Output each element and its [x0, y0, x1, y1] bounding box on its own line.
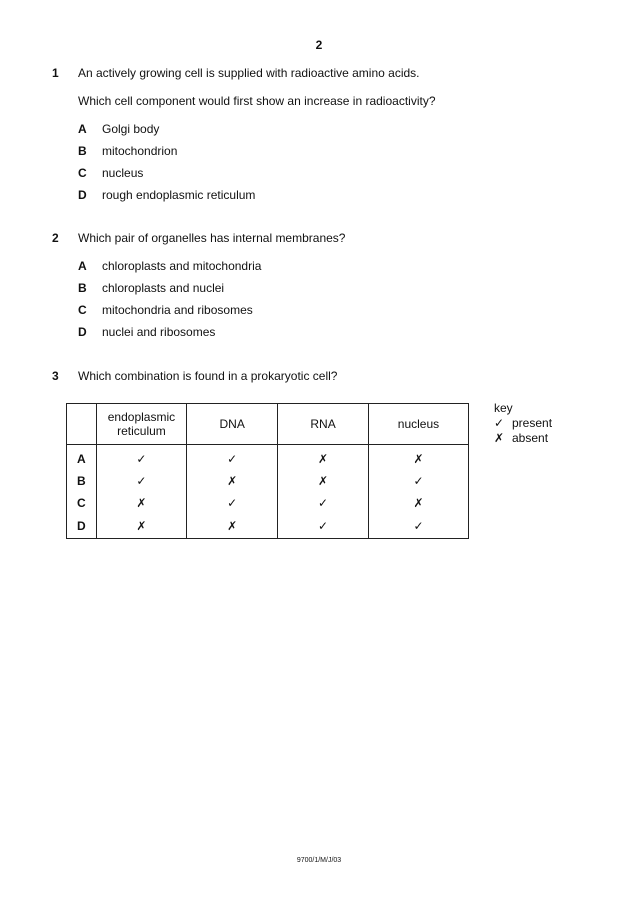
header-rna: RNA [278, 404, 369, 445]
header-er-line-1: endoplasmic [107, 410, 176, 424]
table-header-row [67, 404, 469, 445]
cross-icon: ✗ [494, 431, 505, 445]
cell-er: ✓ [96, 470, 187, 492]
row-letter: D [67, 514, 97, 539]
cell-dna: ✓ [187, 445, 278, 471]
q1-option-a-text: Golgi body [102, 122, 160, 136]
question-1-prompt: Which cell component would first show an increase in radioactivity? [78, 94, 436, 108]
question-3-stem: Which combination is found in a prokaryotic cell? [78, 369, 338, 383]
key-absent-label: absent [512, 431, 549, 445]
row-letter: B [67, 470, 97, 492]
question-3-number: 3 [52, 369, 59, 383]
q2-option-b-text: chloroplasts and nuclei [102, 281, 225, 295]
q2-option-d-text: nuclei and ribosomes [102, 325, 216, 339]
row-letter: A [67, 445, 97, 471]
key-present-row [494, 416, 552, 431]
table-row [67, 445, 469, 471]
q1-option-c-letter: C [78, 166, 87, 180]
q2-option-a-text: chloroplasts and mitochondria [102, 259, 262, 273]
cell-rna: ✗ [278, 445, 369, 471]
cell-nucleus: ✗ [368, 492, 468, 514]
cell-rna: ✓ [278, 492, 369, 514]
header-blank-cell [67, 404, 97, 445]
q2-option-c-text: mitochondria and ribosomes [102, 303, 253, 317]
table-row [67, 492, 469, 514]
question-1-number: 1 [52, 66, 59, 80]
header-er-line-2: reticulum [117, 424, 166, 438]
cell-dna: ✓ [187, 492, 278, 514]
key-absent-row [494, 431, 552, 446]
q1-option-c-text: nucleus [102, 166, 144, 180]
q2-option-a-letter: A [78, 259, 87, 273]
tick-icon: ✓ [494, 416, 505, 430]
q1-option-d-letter: D [78, 188, 87, 202]
question-2-stem: Which pair of organelles has internal membranes? [78, 231, 346, 245]
key-title: key [494, 401, 513, 415]
table-row [67, 470, 469, 492]
cell-nucleus: ✗ [368, 445, 468, 471]
cell-dna: ✗ [187, 470, 278, 492]
header-nucleus: nucleus [368, 404, 468, 445]
cell-er: ✓ [96, 445, 187, 471]
cell-rna: ✗ [278, 470, 369, 492]
q1-option-d-text: rough endoplasmic reticulum [102, 188, 256, 202]
question-2-number: 2 [52, 231, 59, 245]
cell-nucleus: ✓ [368, 514, 468, 539]
footer-code: 9700/1/M/J/03 [296, 857, 342, 864]
table-row [67, 514, 469, 539]
cell-er: ✗ [96, 514, 187, 539]
row-letter: C [67, 492, 97, 514]
q1-option-b-text: mitochondrion [102, 144, 178, 158]
question-1-stem: An actively growing cell is supplied with radioactive amino acids. [78, 66, 420, 80]
q2-option-c-letter: C [78, 303, 87, 317]
cell-dna: ✗ [187, 514, 278, 539]
cell-nucleus: ✓ [368, 470, 468, 492]
cell-er: ✗ [96, 492, 187, 514]
cell-rna: ✓ [278, 514, 369, 539]
q2-option-b-letter: B [78, 281, 87, 295]
q1-option-a-letter: A [78, 122, 87, 136]
header-endoplasmic-reticulum [96, 404, 187, 445]
header-dna: DNA [187, 404, 278, 445]
q1-option-b-letter: B [78, 144, 87, 158]
key-present-label: present [512, 416, 553, 430]
symbol-key [494, 401, 552, 446]
page-number: 2 [315, 38, 323, 52]
q2-option-d-letter: D [78, 325, 87, 339]
answer-table [66, 403, 469, 539]
